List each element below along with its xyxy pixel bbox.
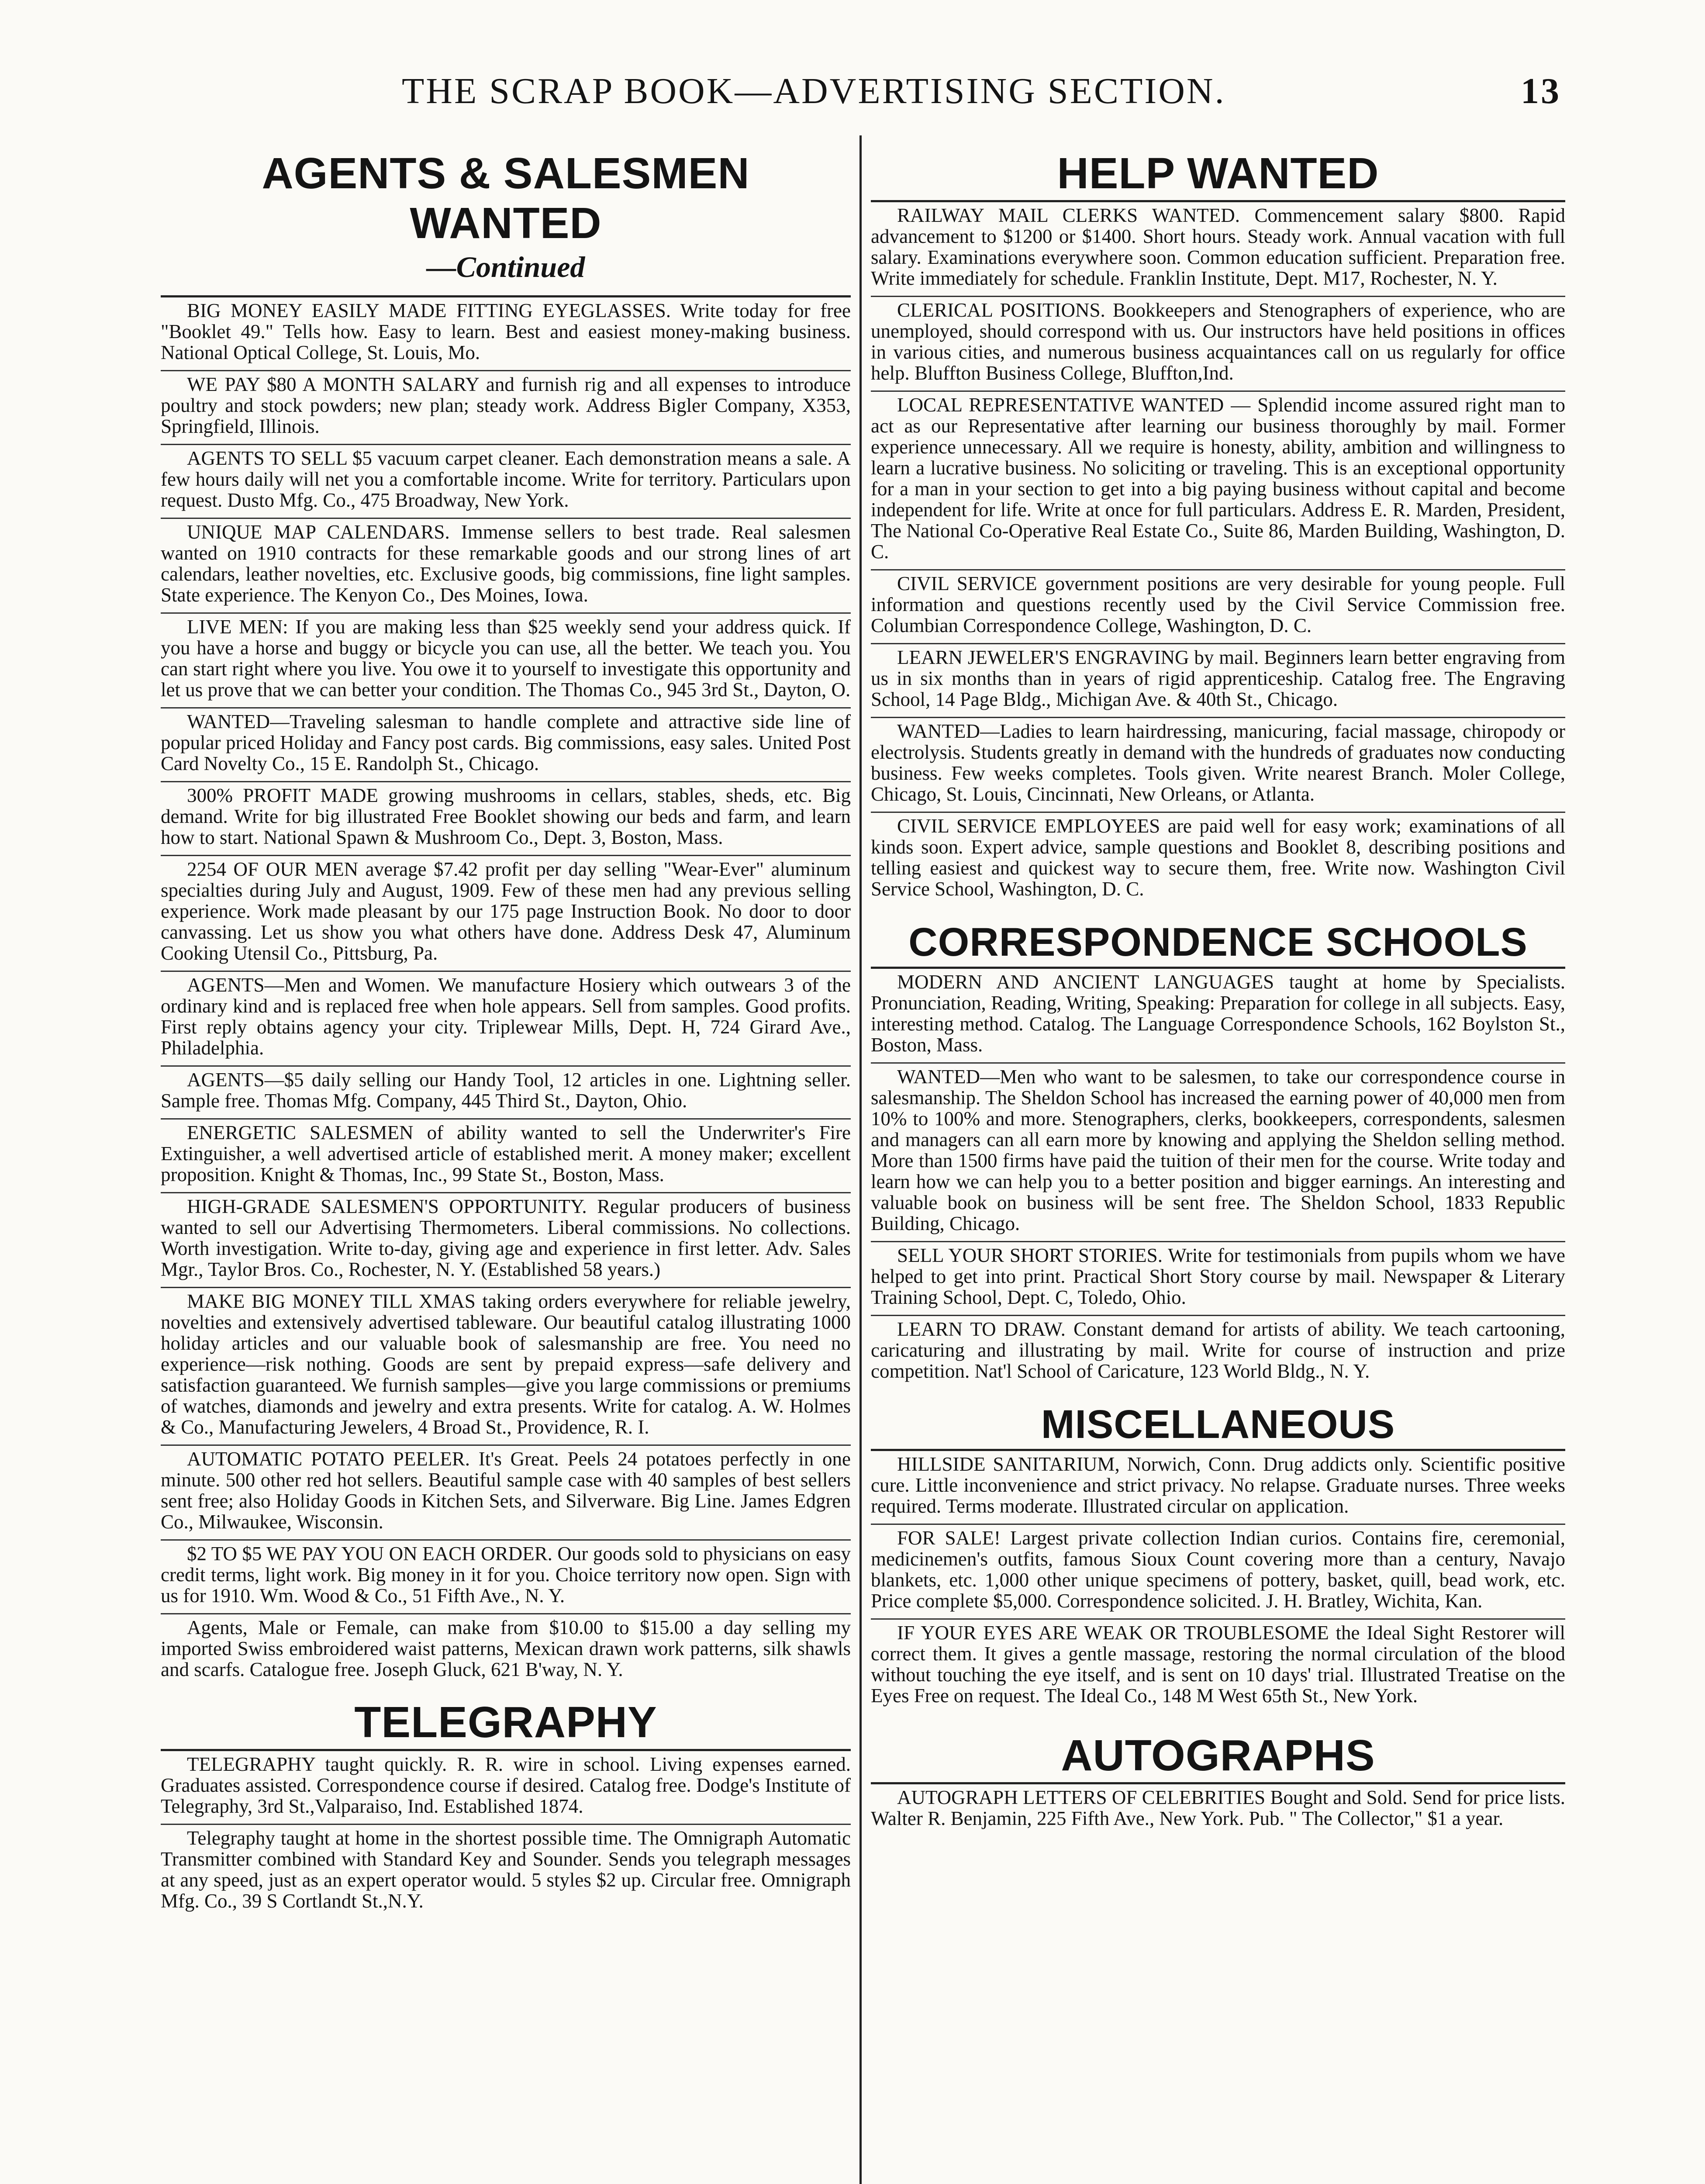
classified-ad: CLERICAL POSITIONS. Bookkeepers and Stenographers of experience, who are unemployed, should correspond with us. Our instructors have held positions in offices in various cities, and numerous business acquaintances call on us regularly for office help. Bluffton Business College, Bluffton,Ind. — [871, 296, 1565, 390]
autographs-ad-list — [871, 1782, 1565, 1836]
classified-ad: 300% PROFIT MADE growing mushrooms in cellars, stables, sheds, etc. Big demand. Write for big illustrated Free Booklet showing our beds and farm, and learn how to start. National Spawn & Mushroom Co., Dept. 3, Boston, Mass. — [161, 781, 851, 855]
classified-ad: HILLSIDE SANITARIUM, Norwich, Conn. Drug addicts only. Scientific positive cure. Little inconvenience and strict privacy. No relapse. Graduate nurses. Three weeks required. Terms moderate. Illustrated circular on application. — [871, 1449, 1565, 1524]
page-number: 13 — [1521, 71, 1561, 111]
classified-ad: MODERN AND ANCIENT LANGUAGES taught at home by Specialists. Pronunciation, Reading, Writing, Speaking: Preparation for college in all subjects. Easy, interesting method. Catalog. The Language Correspondence Schools, 162 Boylston St., Boston, Mass. — [871, 967, 1565, 1062]
classified-ad: AUTOGRAPH LETTERS OF CELEBRITIES Bought and Sold. Send for price lists. Walter R. Benjamin, 225 Fifth Ave., New York. Pub. " The Collector," $1 a year. — [871, 1782, 1565, 1836]
classified-ad: LOCAL REPRESENTATIVE WANTED — Splendid income assured right man to act as our Representative after learning our business thoroughly by mail. Former experience unnecessary. All we require is honesty, ability, ambition and willingness to learn a lucrative business. No soliciting or traveling. This is an exceptional opportunity for a man in your section to get into a big paying business without capital and become independent for life. Write at once for full particulars. Address E. R. Marden, President, The National Co-Operative Real Estate Co., Suite 86, Marden Building, Washington, D. C. — [871, 390, 1565, 569]
classified-ad: MAKE BIG MONEY TILL XMAS taking orders everywhere for reliable jewelry, novelties and extensively advertised tableware. Our beautiful catalog illustrating 1000 holiday articles and our valuable book of salesmanship are free. You need no experience—risk nothing. Goods are sent by prepaid express—safe delivery and satisfaction guaranteed. We furnish samples—give you large commissions or premiums of watches, diamonds and jewelry and extra presents. Write for catalog. A. W. Holmes & Co., Manufacturing Jewelers, 4 Broad St., Providence, R. I. — [161, 1287, 851, 1444]
miscellaneous-ad-list — [871, 1449, 1565, 1713]
running-head — [157, 70, 1561, 118]
classified-ad: Agents, Male or Female, can make from $10.00 to $15.00 a day selling my imported Swiss embroidered waist patterns, Mexican drawn work patterns, silk shawls and scarfs. Catalogue free. Joseph Gluck, 621 B'way, N. Y. — [161, 1613, 851, 1687]
column-divider — [859, 135, 862, 2184]
classified-ad: 2254 OF OUR MEN average $7.42 profit per day selling "Wear-Ever" aluminum specialties during July and August, 1909. Few of these men had any previous selling experience. Work made pleasant by our 175 page Instruction Book. No door to door canvassing. Let us show you what others have done. Address Desk 47, Aluminum Cooking Utensil Co., Pittsburg, Pa. — [161, 855, 851, 971]
classified-ad: AGENTS—Men and Women. We manufacture Hosiery which outwears 3 of the ordinary kind and is replaced free when hole appears. Sell from samples. Good profits. First reply obtains agency your city. Triplewear Mills, Dept. H, 724 Girard Ave., Philadelphia. — [161, 971, 851, 1065]
classified-ad: AGENTS—$5 daily selling our Handy Tool, 12 articles in one. Lightning seller. Sample free. Thomas Mfg. Company, 445 Third St., Dayton, Ohio. — [161, 1065, 851, 1118]
classified-ad: WANTED—Ladies to learn hairdressing, manicuring, facial massage, chiropody or electrolysis. Students greatly in demand with the hundreds of graduates now conducting business. Few weeks completes. Tools given. Write nearest Branch. Moler College, Chicago, St. Louis, Cincinnati, New Orleans, or Atlanta. — [871, 717, 1565, 812]
classified-ad: WE PAY $80 A MONTH SALARY and furnish rig and all expenses to introduce poultry and stock powders; new plan; steady work. Address Bigler Company, X353, Springfield, Illinois. — [161, 370, 851, 444]
help-wanted-ad-list — [871, 200, 1565, 906]
classified-ad: AUTOMATIC POTATO PEELER. It's Great. Peels 24 potatoes perfectly in one minute. 500 other red hot sellers. Beautiful sample case with 40 samples of best sellers sent free; also Holiday Goods in Kitchen Sets, and Silverware. Big Line. James Edgren Co., Milwaukee, Wisconsin. — [161, 1444, 851, 1539]
telegraphy-ad-list — [161, 1749, 851, 1918]
correspondence-schools-ad-list — [871, 967, 1565, 1389]
running-head-title: THE SCRAP BOOK—ADVERTISING SECTION. — [402, 71, 1226, 111]
classified-ad: LEARN TO DRAW. Constant demand for artists of ability. We teach cartooning, caricaturing and illustrating by mail. Write for course of instruction and prize competition. Nat'l School of Caricature, 123 World Bldg., N. Y. — [871, 1315, 1565, 1389]
classified-ad: UNIQUE MAP CALENDARS. Immense sellers to best trade. Real salesmen wanted on 1910 contracts for these remarkable goods and our strong lines of art calendars, leather novelties, etc. Exclusive goods, big commissions, fine light samples. State experience. The Kenyon Co., Des Moines, Iowa. — [161, 518, 851, 612]
right-column — [871, 144, 1565, 2184]
correspondence-schools-section-heading: CORRESPONDENCE SCHOOLS — [908, 920, 1528, 964]
agents-section-heading: AGENTS & SALESMEN WANTED — [262, 149, 750, 248]
agents-ad-list — [161, 295, 851, 1687]
classified-ad: CIVIL SERVICE EMPLOYEES are paid well for easy work; examinations of all kinds soon. Expert advice, sample questions and Booklet 8, describing positions and telling easiest and quickest way to secure them, free. Write now. Washington Civil Service School, Washington, D. C. — [871, 812, 1565, 906]
classified-ad: Telegraphy taught at home in the shortest possible time. The Omnigraph Automatic Transmitter combined with Standard Key and Sounder. Sends you telegraph messages at any speed, just as an expert operator would. 5 styles $2 up. Circular free. Omnigraph Mfg. Co., 39 S Cortlandt St.,N.Y. — [161, 1824, 851, 1918]
agents-section-subheading: —Continued — [426, 250, 585, 283]
classified-ad: AGENTS TO SELL $5 vacuum carpet cleaner. Each demonstration means a sale. A few hours daily will net you a comfortable income. Write for territory. Particulars upon request. Dusto Mfg. Co., 475 Broadway, New York. — [161, 444, 851, 518]
classified-ad: ENERGETIC SALESMEN of ability wanted to sell the Underwriter's Fire Extinguisher, a well advertised article of established merit. A money maker; excellent proposition. Knight & Thomas, Inc., 99 State St., Boston, Mass. — [161, 1118, 851, 1192]
classified-ad: RAILWAY MAIL CLERKS WANTED. Commencement salary $800. Rapid advancement to $1200 or $1400. Short hours. Steady work. Annual vacation with full salary. Examinations everywhere soon. Common education sufficient. Preparation free. Write immediately for schedule. Franklin Institute, Dept. M17, Rochester, N. Y. — [871, 200, 1565, 296]
classified-ad: IF YOUR EYES ARE WEAK OR TROUBLESOME the Ideal Sight Restorer will correct them. It gives a gentle massage, restoring the normal circulation of the blood without touching the eye itself, and is sent on 10 days' trial. Illustrated Treatise on the Eyes Free on request. The Ideal Co., 148 M West 65th St., New York. — [871, 1618, 1565, 1713]
telegraphy-section-heading: TELEGRAPHY — [354, 1698, 657, 1747]
classified-ad: LEARN JEWELER'S ENGRAVING by mail. Beginners learn better engraving from us in six months than in years of rigid apprenticeship. Catalog free. The Engraving School, 14 Page Bldg., Michigan Ave. & 40th St., Chicago. — [871, 643, 1565, 717]
classified-ad: TELEGRAPHY taught quickly. R. R. wire in school. Living expenses earned. Graduates assisted. Correspondence course if desired. Catalog free. Dodge's Institute of Telegraphy, 3rd St.,Valparaiso, Ind. Established 1874. — [161, 1749, 851, 1824]
classified-ad: WANTED—Traveling salesman to handle complete and attractive side line of popular priced Holiday and Fancy post cards. Big commissions, easy sales. United Post Card Novelty Co., 15 E. Randolph St., Chicago. — [161, 707, 851, 781]
classified-ad: SELL YOUR SHORT STORIES. Write for testimonials from pupils whom we have helped to get into print. Practical Short Story course by mail. Newspaper & Literary Training School, Dept. C, Toledo, Ohio. — [871, 1241, 1565, 1315]
classified-ad: $2 TO $5 WE PAY YOU ON EACH ORDER. Our goods sold to physicians on easy credit terms, light work. Big money in it for you. Choice territory now open. Sign with us for 1910. Wm. Wood & Co., 51 Fifth Ave., N. Y. — [161, 1539, 851, 1613]
classified-ad: WANTED—Men who want to be salesmen, to take our correspondence course in salesmanship. The Sheldon School has increased the earning power of 40,000 men from 10% to 100% and more. Stenographers, clerks, bookkeepers, correspondents, salesmen and managers can all earn more by knowing and applying the Sheldon selling method. More than 1500 firms have paid the tuition of their men for the course. Write today and learn how we can help you to a better position and bigger earnings. An interesting and valuable book on business will be sent free. The Sheldon School, 1833 Republic Building, Chicago. — [871, 1062, 1565, 1241]
left-column — [161, 144, 851, 2184]
autographs-section-heading: AUTOGRAPHS — [1061, 1731, 1375, 1780]
classified-ad: CIVIL SERVICE government positions are very desirable for young people. Full information and questions recently used by the Civil Service Commission free. Columbian Correspondence College, Washington, D. C. — [871, 569, 1565, 643]
classified-ad: HIGH-GRADE SALESMEN'S OPPORTUNITY. Regular producers of business wanted to sell our Advertising Thermometers. Liberal commissions. No collections. Worth investigation. Write to-day, giving age and experience in first letter. Adv. Sales Mgr., Taylor Bros. Co., Rochester, N. Y. (Established 58 years.) — [161, 1192, 851, 1287]
classified-ad: FOR SALE! Largest private collection Indian curios. Contains fire, ceremonial, medicinemen's outfits, famous Sioux Count covering more than a century, Navajo blankets, etc. 1,000 other unique specimens of pottery, basket, quill, bead work, etc. Price complete $5,000. Correspondence solicited. J. H. Bratley, Wichita, Kan. — [871, 1524, 1565, 1618]
classified-ad: BIG MONEY EASILY MADE FITTING EYEGLASSES. Write today for free "Booklet 49." Tells how. Easy to learn. Best and easiest money-making business. National Optical College, St. Louis, Mo. — [161, 295, 851, 370]
miscellaneous-section-heading: MISCELLANEOUS — [1041, 1402, 1395, 1447]
help-wanted-section-heading: HELP WANTED — [1057, 149, 1379, 198]
classified-ad: LIVE MEN: If you are making less than $25 weekly send your address quick. If you have a horse and buggy or bicycle you can use, all the better. We teach you. You can start right where you live. You owe it to yourself to investigate this opportunity and let us prove that we can better your condition. The Thomas Co., 945 3rd St., Dayton, O. — [161, 612, 851, 707]
